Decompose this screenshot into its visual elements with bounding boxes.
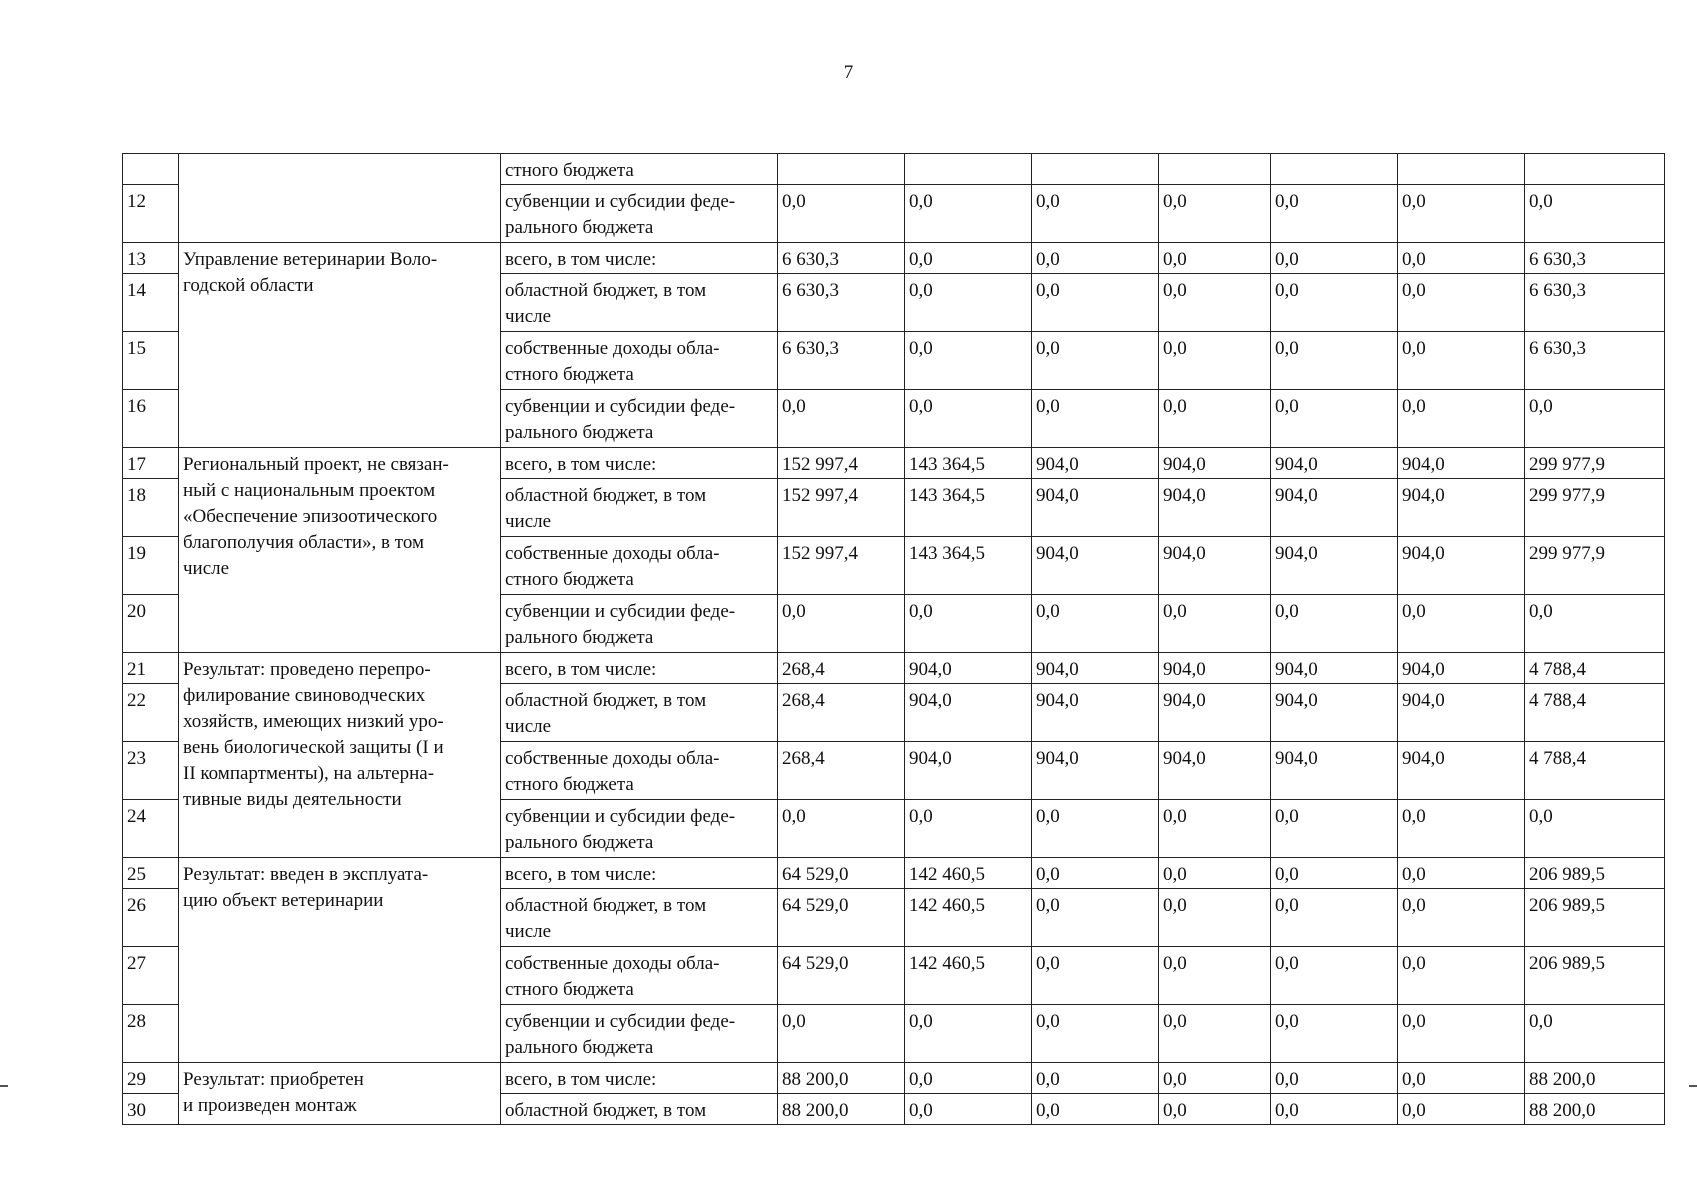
value-cell: 904,0 [1398, 448, 1525, 479]
row-number-cell: 18 [123, 479, 179, 537]
value-cell: 904,0 [1271, 684, 1398, 742]
row-number-cell: 23 [123, 742, 179, 800]
scan-edge-mark [1689, 1085, 1697, 1087]
value-cell: 0,0 [1159, 1094, 1271, 1125]
value-cell: 0,0 [1032, 1005, 1159, 1063]
funding-source-cell: субвенции и субсидии феде- рального бюджета [501, 390, 778, 448]
row-number-cell: 12 [123, 185, 179, 243]
funding-source-cell: всего, в том числе: [501, 858, 778, 889]
row-number-cell: 16 [123, 390, 179, 448]
value-cell: 904,0 [1159, 742, 1271, 800]
funding-source-cell: собственные доходы обла- стного бюджета [501, 947, 778, 1005]
value-cell: 64 529,0 [778, 947, 905, 1005]
row-number-cell: 27 [123, 947, 179, 1005]
funding-source-cell: всего, в том числе: [501, 1063, 778, 1094]
table-row [123, 154, 1665, 185]
value-cell: 904,0 [1271, 653, 1398, 684]
value-cell: 904,0 [905, 653, 1032, 684]
row-number-cell: 14 [123, 274, 179, 332]
value-cell: 152 997,4 [778, 537, 905, 595]
value-cell: 0,0 [1271, 947, 1398, 1005]
value-cell: 88 200,0 [1525, 1063, 1665, 1094]
value-cell: 299 977,9 [1525, 448, 1665, 479]
funding-source-cell: всего, в том числе: [501, 653, 778, 684]
value-cell: 904,0 [1159, 479, 1271, 537]
value-cell: 0,0 [1271, 1094, 1398, 1125]
value-cell [1525, 154, 1665, 185]
table-row [123, 858, 1665, 889]
value-cell: 0,0 [1032, 332, 1159, 390]
value-cell: 0,0 [1271, 390, 1398, 448]
value-cell [778, 154, 905, 185]
value-cell: 904,0 [1271, 448, 1398, 479]
group-name-cell: Региональный проект, не связан- ный с национальным проектом «Обеспечение эпизоотического благополучия области», в том числе [179, 448, 501, 653]
value-cell: 0,0 [1271, 858, 1398, 889]
value-cell: 0,0 [1271, 889, 1398, 947]
table-row [123, 653, 1665, 684]
value-cell: 88 200,0 [778, 1094, 905, 1125]
value-cell: 6 630,3 [1525, 243, 1665, 274]
value-cell: 904,0 [1159, 653, 1271, 684]
value-cell: 0,0 [1525, 1005, 1665, 1063]
value-cell: 0,0 [1398, 947, 1525, 1005]
value-cell: 4 788,4 [1525, 684, 1665, 742]
value-cell: 0,0 [778, 800, 905, 858]
value-cell: 142 460,5 [905, 889, 1032, 947]
value-cell: 904,0 [1032, 537, 1159, 595]
value-cell: 206 989,5 [1525, 889, 1665, 947]
group-name-cell: Результат: введен в эксплуата- цию объект ветеринарии [179, 858, 501, 1063]
value-cell: 0,0 [778, 390, 905, 448]
value-cell: 0,0 [1525, 800, 1665, 858]
value-cell: 904,0 [1159, 684, 1271, 742]
value-cell: 0,0 [1271, 595, 1398, 653]
value-cell: 206 989,5 [1525, 858, 1665, 889]
value-cell: 143 364,5 [905, 448, 1032, 479]
value-cell: 143 364,5 [905, 479, 1032, 537]
value-cell: 0,0 [1032, 947, 1159, 1005]
value-cell: 904,0 [1398, 742, 1525, 800]
value-cell: 152 997,4 [778, 479, 905, 537]
value-cell: 0,0 [1398, 390, 1525, 448]
row-number-cell: 17 [123, 448, 179, 479]
value-cell: 206 989,5 [1525, 947, 1665, 1005]
value-cell: 0,0 [1159, 1063, 1271, 1094]
value-cell: 0,0 [1159, 858, 1271, 889]
row-number-cell: 21 [123, 653, 179, 684]
row-number-cell: 22 [123, 684, 179, 742]
value-cell: 904,0 [1032, 653, 1159, 684]
row-number-cell [123, 154, 179, 185]
value-cell: 6 630,3 [1525, 274, 1665, 332]
value-cell: 6 630,3 [778, 332, 905, 390]
value-cell: 0,0 [1032, 858, 1159, 889]
scan-edge-mark [0, 1085, 8, 1087]
funding-source-cell: областной бюджет, в том числе [501, 274, 778, 332]
value-cell: 0,0 [1159, 243, 1271, 274]
value-cell: 6 630,3 [778, 243, 905, 274]
value-cell: 4 788,4 [1525, 742, 1665, 800]
value-cell: 0,0 [1032, 1063, 1159, 1094]
row-number-cell: 30 [123, 1094, 179, 1125]
value-cell: 0,0 [1159, 595, 1271, 653]
value-cell: 0,0 [1398, 595, 1525, 653]
value-cell: 904,0 [1398, 479, 1525, 537]
value-cell: 299 977,9 [1525, 537, 1665, 595]
value-cell: 0,0 [905, 274, 1032, 332]
value-cell: 0,0 [778, 185, 905, 243]
value-cell: 0,0 [1032, 889, 1159, 947]
value-cell: 0,0 [1032, 800, 1159, 858]
value-cell: 0,0 [1398, 1063, 1525, 1094]
value-cell: 0,0 [1271, 332, 1398, 390]
value-cell: 0,0 [1398, 185, 1525, 243]
value-cell: 0,0 [1159, 185, 1271, 243]
value-cell [1159, 154, 1271, 185]
funding-source-cell: субвенции и субсидии феде- рального бюджета [501, 185, 778, 243]
value-cell: 0,0 [1159, 889, 1271, 947]
group-name-cell: Результат: приобретен и произведен монтаж [179, 1063, 501, 1125]
value-cell: 0,0 [1398, 889, 1525, 947]
value-cell: 0,0 [1159, 1005, 1271, 1063]
funding-source-cell: областной бюджет, в том числе [501, 889, 778, 947]
group-name-cell: Результат: проведено перепро- филирование свиноводческих хозяйств, имеющих низкий уро- вень биологической защиты (I и II компартменты), на альтерна- тивные виды деятельности [179, 653, 501, 858]
budget-table [122, 153, 1665, 1125]
value-cell: 904,0 [1398, 653, 1525, 684]
value-cell: 0,0 [1159, 274, 1271, 332]
value-cell: 0,0 [1398, 243, 1525, 274]
value-cell: 0,0 [905, 1063, 1032, 1094]
value-cell: 0,0 [1398, 332, 1525, 390]
funding-source-cell: субвенции и субсидии феде- рального бюджета [501, 595, 778, 653]
value-cell: 0,0 [1159, 390, 1271, 448]
value-cell: 904,0 [1032, 742, 1159, 800]
row-number-cell: 29 [123, 1063, 179, 1094]
row-number-cell: 13 [123, 243, 179, 274]
value-cell: 0,0 [1271, 800, 1398, 858]
funding-source-cell: собственные доходы обла- стного бюджета [501, 742, 778, 800]
value-cell: 0,0 [1398, 1094, 1525, 1125]
value-cell: 0,0 [905, 1005, 1032, 1063]
value-cell: 0,0 [905, 243, 1032, 274]
value-cell: 904,0 [1032, 684, 1159, 742]
row-number-cell: 28 [123, 1005, 179, 1063]
funding-source-cell: областной бюджет, в том [501, 1094, 778, 1125]
value-cell: 6 630,3 [778, 274, 905, 332]
value-cell: 0,0 [905, 185, 1032, 243]
funding-source-cell: субвенции и субсидии феде- рального бюджета [501, 1005, 778, 1063]
value-cell: 0,0 [1159, 947, 1271, 1005]
value-cell: 268,4 [778, 742, 905, 800]
funding-source-cell: областной бюджет, в том числе [501, 684, 778, 742]
value-cell: 0,0 [905, 332, 1032, 390]
funding-source-cell: всего, в том числе: [501, 448, 778, 479]
funding-source-cell: всего, в том числе: [501, 243, 778, 274]
page-number: 7 [843, 62, 854, 83]
value-cell: 64 529,0 [778, 889, 905, 947]
value-cell: 0,0 [1159, 332, 1271, 390]
funding-source-cell: собственные доходы обла- стного бюджета [501, 537, 778, 595]
table-row [123, 243, 1665, 274]
value-cell: 904,0 [1032, 448, 1159, 479]
value-cell: 0,0 [1032, 274, 1159, 332]
value-cell: 299 977,9 [1525, 479, 1665, 537]
value-cell: 142 460,5 [905, 947, 1032, 1005]
value-cell: 0,0 [1398, 800, 1525, 858]
value-cell: 0,0 [1032, 185, 1159, 243]
value-cell: 0,0 [1032, 243, 1159, 274]
value-cell: 268,4 [778, 684, 905, 742]
value-cell: 904,0 [1271, 537, 1398, 595]
funding-source-cell: собственные доходы обла- стного бюджета [501, 332, 778, 390]
value-cell: 64 529,0 [778, 858, 905, 889]
value-cell: 0,0 [1525, 185, 1665, 243]
row-number-cell: 15 [123, 332, 179, 390]
value-cell [1032, 154, 1159, 185]
value-cell: 904,0 [1032, 479, 1159, 537]
value-cell: 0,0 [1525, 595, 1665, 653]
funding-source-cell: стного бюджета [501, 154, 778, 185]
value-cell: 0,0 [1032, 1094, 1159, 1125]
value-cell: 0,0 [1398, 858, 1525, 889]
value-cell: 0,0 [1398, 274, 1525, 332]
value-cell: 142 460,5 [905, 858, 1032, 889]
value-cell: 88 200,0 [1525, 1094, 1665, 1125]
value-cell: 268,4 [778, 653, 905, 684]
value-cell: 0,0 [1271, 243, 1398, 274]
value-cell: 0,0 [1271, 185, 1398, 243]
value-cell: 0,0 [778, 595, 905, 653]
value-cell: 904,0 [1271, 479, 1398, 537]
value-cell: 0,0 [905, 1094, 1032, 1125]
value-cell [905, 154, 1032, 185]
group-name-cell [179, 154, 501, 243]
value-cell [1271, 154, 1398, 185]
table-row [123, 1063, 1665, 1094]
value-cell: 88 200,0 [778, 1063, 905, 1094]
value-cell: 904,0 [905, 742, 1032, 800]
row-number-cell: 24 [123, 800, 179, 858]
value-cell: 0,0 [1271, 274, 1398, 332]
value-cell: 152 997,4 [778, 448, 905, 479]
value-cell: 904,0 [1271, 742, 1398, 800]
value-cell: 143 364,5 [905, 537, 1032, 595]
funding-source-cell: областной бюджет, в том числе [501, 479, 778, 537]
value-cell: 0,0 [1032, 390, 1159, 448]
value-cell: 904,0 [1398, 684, 1525, 742]
value-cell: 0,0 [1159, 800, 1271, 858]
funding-source-cell: субвенции и субсидии феде- рального бюджета [501, 800, 778, 858]
row-number-cell: 20 [123, 595, 179, 653]
value-cell: 0,0 [905, 595, 1032, 653]
value-cell: 904,0 [905, 684, 1032, 742]
row-number-cell: 26 [123, 889, 179, 947]
value-cell: 904,0 [1159, 537, 1271, 595]
table-row [123, 448, 1665, 479]
value-cell: 904,0 [1159, 448, 1271, 479]
value-cell: 6 630,3 [1525, 332, 1665, 390]
value-cell: 0,0 [905, 390, 1032, 448]
row-number-cell: 25 [123, 858, 179, 889]
row-number-cell: 19 [123, 537, 179, 595]
group-name-cell: Управление ветеринарии Воло- годской области [179, 243, 501, 448]
value-cell: 4 788,4 [1525, 653, 1665, 684]
value-cell: 0,0 [1398, 1005, 1525, 1063]
value-cell: 0,0 [1271, 1063, 1398, 1094]
value-cell: 0,0 [778, 1005, 905, 1063]
value-cell [1398, 154, 1525, 185]
value-cell: 0,0 [1525, 390, 1665, 448]
value-cell: 0,0 [1271, 1005, 1398, 1063]
value-cell: 0,0 [905, 800, 1032, 858]
value-cell: 904,0 [1398, 537, 1525, 595]
value-cell: 0,0 [1032, 595, 1159, 653]
